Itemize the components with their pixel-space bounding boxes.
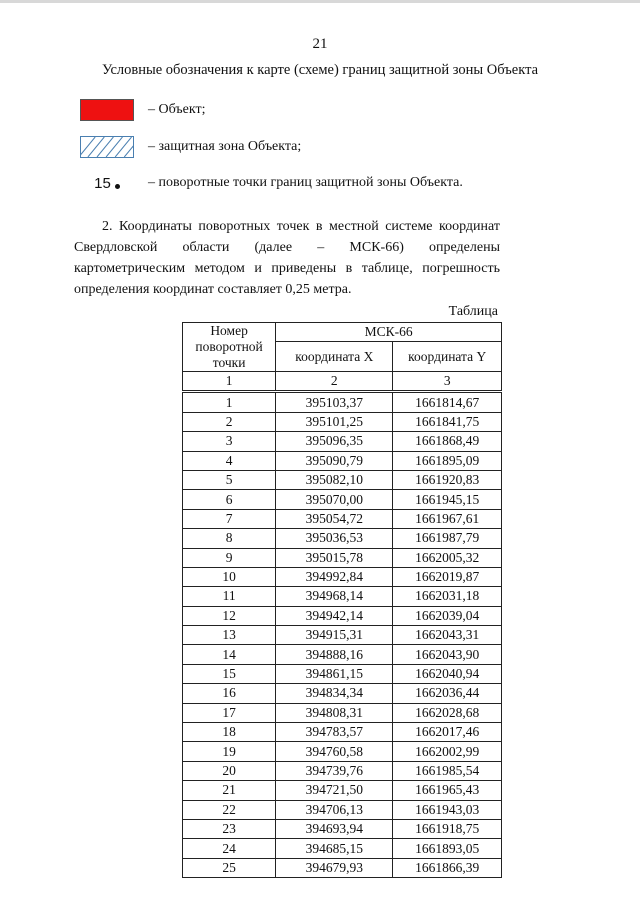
point-number-cell: 7 (183, 509, 276, 528)
point-number-cell: 15 (183, 664, 276, 683)
x-coordinate-cell: 394679,93 (276, 858, 393, 877)
table-row (183, 626, 502, 645)
table-row (183, 664, 502, 683)
table-row (183, 819, 502, 838)
point-sample-number: 15 (94, 174, 111, 192)
x-coordinate-cell: 395096,35 (276, 432, 393, 451)
x-coordinate-cell: 394915,31 (276, 626, 393, 645)
x-coordinate-cell: 394739,76 (276, 761, 393, 780)
header-y: координата Y (393, 342, 502, 372)
x-coordinate-cell: 394942,14 (276, 606, 393, 625)
legend-item-point (80, 170, 463, 196)
x-coordinate-cell: 394992,84 (276, 567, 393, 586)
column-number: 3 (393, 372, 502, 392)
legend-title: Условные обозначения к карте (схеме) границ защитной зоны Объекта (101, 62, 539, 78)
x-coordinate-cell: 394888,16 (276, 645, 393, 664)
y-coordinate-cell: 1661814,67 (393, 392, 502, 412)
y-coordinate-cell: 1662017,46 (393, 723, 502, 742)
legend-label-point: – поворотные точки границ защитной зоны Объекта. (148, 175, 463, 190)
x-coordinate-cell: 394808,31 (276, 703, 393, 722)
x-coordinate-cell: 395103,37 (276, 392, 393, 412)
table-row (183, 800, 502, 819)
point-number-cell: 20 (183, 761, 276, 780)
y-coordinate-cell: 1661841,75 (393, 412, 502, 431)
table-row (183, 392, 502, 412)
column-number: 1 (183, 372, 276, 392)
point-number-cell: 19 (183, 742, 276, 761)
y-coordinate-cell: 1662019,87 (393, 567, 502, 586)
point-number-cell: 12 (183, 606, 276, 625)
y-coordinate-cell: 1661918,75 (393, 819, 502, 838)
x-coordinate-cell: 395070,00 (276, 490, 393, 509)
point-number-cell: 4 (183, 451, 276, 470)
point-number-cell: 23 (183, 819, 276, 838)
table-row (183, 587, 502, 606)
table-row (183, 723, 502, 742)
point-number-cell: 21 (183, 781, 276, 800)
header-system: МСК-66 (276, 323, 502, 342)
table-row (183, 529, 502, 548)
point-number-cell: 3 (183, 432, 276, 451)
coordinates-paragraph (74, 216, 500, 300)
point-number-cell: 1 (183, 392, 276, 412)
y-coordinate-cell: 1661868,49 (393, 432, 502, 451)
y-coordinate-cell: 1662043,31 (393, 626, 502, 645)
y-coordinate-cell: 1661965,43 (393, 781, 502, 800)
y-coordinate-cell: 1661943,03 (393, 800, 502, 819)
column-number: 2 (276, 372, 393, 392)
x-coordinate-cell: 394834,34 (276, 684, 393, 703)
point-number-cell: 9 (183, 548, 276, 567)
table-row (183, 742, 502, 761)
point-number-cell: 5 (183, 470, 276, 489)
point-number-cell: 13 (183, 626, 276, 645)
table-row (183, 645, 502, 664)
y-coordinate-cell: 1662036,44 (393, 684, 502, 703)
point-number-cell: 18 (183, 723, 276, 742)
x-coordinate-cell: 394861,15 (276, 664, 393, 683)
table-row (183, 470, 502, 489)
table-row (183, 548, 502, 567)
y-coordinate-cell: 1661893,05 (393, 839, 502, 858)
x-coordinate-cell: 394783,57 (276, 723, 393, 742)
y-coordinate-cell: 1661920,83 (393, 470, 502, 489)
point-number-cell: 14 (183, 645, 276, 664)
table-row (183, 412, 502, 431)
y-coordinate-cell: 1661866,39 (393, 858, 502, 877)
x-coordinate-cell: 395036,53 (276, 529, 393, 548)
x-coordinate-cell: 395054,72 (276, 509, 393, 528)
table-row (183, 509, 502, 528)
y-coordinate-cell: 1661895,09 (393, 451, 502, 470)
table-row (183, 684, 502, 703)
x-coordinate-cell: 394685,15 (276, 839, 393, 858)
point-number-cell: 16 (183, 684, 276, 703)
x-coordinate-cell: 394706,13 (276, 800, 393, 819)
x-coordinate-cell: 394721,50 (276, 781, 393, 800)
point-number-cell: 6 (183, 490, 276, 509)
table-row (183, 432, 502, 451)
table-row (183, 567, 502, 586)
legend-label-object: – Объект; (148, 102, 206, 117)
y-coordinate-cell: 1661985,54 (393, 761, 502, 780)
x-coordinate-cell: 395101,25 (276, 412, 393, 431)
header-point-number: Номер поворотной точки (183, 323, 276, 372)
legend-label-zone: – защитная зона Объекта; (148, 139, 302, 154)
point-number-cell: 10 (183, 567, 276, 586)
point-number-cell: 17 (183, 703, 276, 722)
y-coordinate-cell: 1662039,04 (393, 606, 502, 625)
table-row (183, 761, 502, 780)
y-coordinate-cell: 1662040,94 (393, 664, 502, 683)
table-row (183, 781, 502, 800)
y-coordinate-cell: 1661987,79 (393, 529, 502, 548)
table-row (183, 858, 502, 877)
coordinates-table (182, 322, 502, 878)
x-coordinate-cell: 395015,78 (276, 548, 393, 567)
paragraph-text: 2. Координаты поворотных точек в местной системе координат Свердловской области (далее – МСК-66) определены картометрическим методом и приведены в таблице, погрешность определения координат составляет 0,25 метра. (74, 219, 500, 297)
y-coordinate-cell: 1661945,15 (393, 490, 502, 509)
point-number-cell: 11 (183, 587, 276, 606)
point-number-cell: 2 (183, 412, 276, 431)
object-swatch-icon (80, 99, 134, 121)
table-row (183, 703, 502, 722)
y-coordinate-cell: 1662002,99 (393, 742, 502, 761)
point-number-cell: 22 (183, 800, 276, 819)
y-coordinate-cell: 1662043,90 (393, 645, 502, 664)
point-number-cell: 8 (183, 529, 276, 548)
table-row (183, 606, 502, 625)
x-coordinate-cell: 394968,14 (276, 587, 393, 606)
x-coordinate-cell: 394760,58 (276, 742, 393, 761)
point-number-cell: 24 (183, 839, 276, 858)
y-coordinate-cell: 1662031,18 (393, 587, 502, 606)
x-coordinate-cell: 395090,79 (276, 451, 393, 470)
turning-point-icon (80, 175, 134, 192)
legend-item-object (80, 97, 205, 123)
zone-hatch-icon (80, 136, 134, 158)
y-coordinate-cell: 1662028,68 (393, 703, 502, 722)
header-x: координата X (276, 342, 393, 372)
table-row (183, 451, 502, 470)
page-number: 21 (312, 36, 328, 52)
y-coordinate-cell: 1662005,32 (393, 548, 502, 567)
x-coordinate-cell: 395082,10 (276, 470, 393, 489)
point-number-cell: 25 (183, 858, 276, 877)
column-number-row (183, 372, 502, 392)
table-caption: Таблица (448, 304, 498, 319)
table-row (183, 490, 502, 509)
y-coordinate-cell: 1661967,61 (393, 509, 502, 528)
table-row (183, 839, 502, 858)
x-coordinate-cell: 394693,94 (276, 819, 393, 838)
legend-item-zone (80, 134, 301, 160)
page-top-edge (0, 0, 640, 3)
